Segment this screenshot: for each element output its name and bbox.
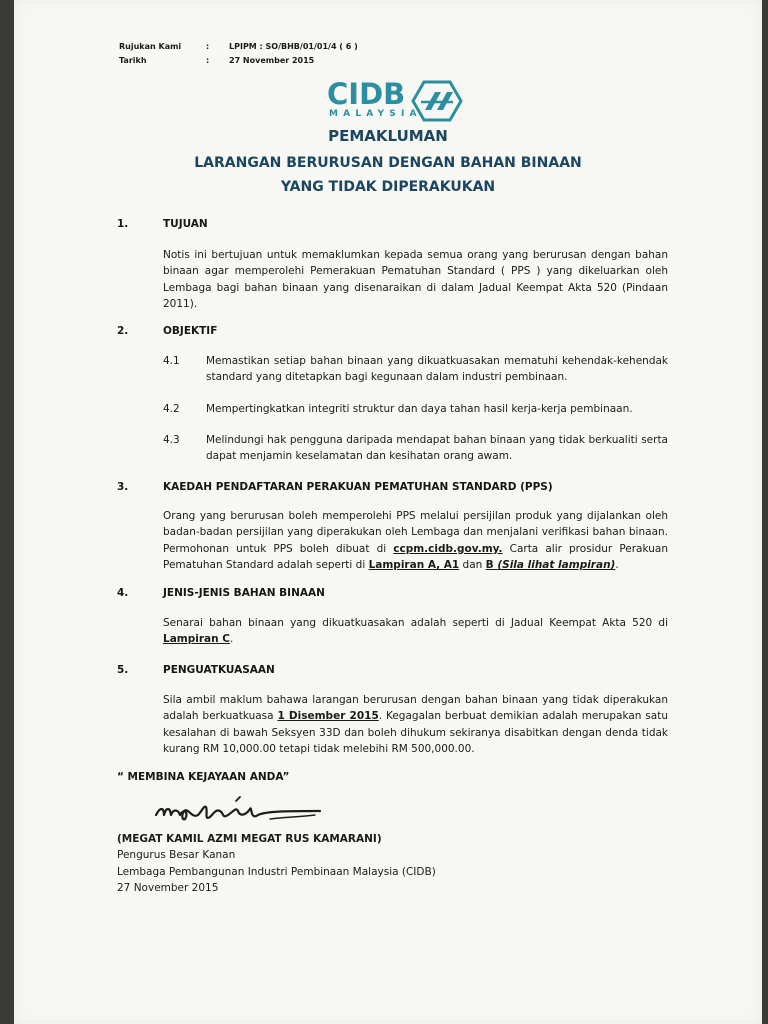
section-title: JENIS-JENIS BAHAN BINAAN: [163, 587, 325, 599]
signatory-block: [117, 831, 436, 896]
lampiran-c-reference: Lampiran C: [163, 633, 230, 646]
tarikh-label: Tarikh: [119, 56, 147, 65]
body-text: .: [229, 633, 234, 646]
lampiran-b-label: B: [485, 559, 494, 572]
reference-block: [119, 40, 358, 68]
ccpm-link[interactable]: ccpm.cidb.gov.my.: [393, 542, 503, 555]
objective-item: [163, 401, 668, 417]
objective-number: 4.1: [163, 355, 180, 367]
body-text: Orang yang berurusan boleh memperolehi PPS melalui persijilan produk yang dijalankan oleh badan-badan persijilan yang diperakukan oleh Lembaga dan menjalani verifikasi bahan binaan. Permohonan untuk PPS boleh dibuat di: [163, 510, 668, 555]
signatory-title: Pengurus Besar Kanan: [117, 849, 236, 862]
section-4-body: [163, 615, 668, 648]
title-line-2: LARANGAN BERURUSAN DENGAN BAHAN BINAAN: [194, 155, 582, 171]
section-1-body: Notis ini bertujuan untuk memaklumkan kepada semua orang yang berurusan dengan bahan binaan agar memperolehi Pemerakuan Pematuhan Standard ( PPS ) yang dikeluarkan oleh Lembaga bagi bahan binaan yang disenaraikan di dalam Jadual Keempat Akta 520 (Pindaan 2011).: [163, 249, 668, 311]
tarikh-value: 27 November 2015: [229, 56, 315, 65]
body-text: Sila ambil maklum bahawa larangan berurusan dengan bahan binaan yang tidak diperakukan adalah berkuatkuasa: [163, 694, 668, 723]
lampiran-b-reference: [485, 559, 619, 572]
section-title: TUJUAN: [163, 218, 208, 230]
document-title: [14, 126, 762, 198]
section-title: PENGUATKUASAAN: [163, 664, 275, 676]
body-text: dan: [459, 559, 486, 572]
section-3-body: [163, 508, 668, 574]
rujukan-value: LPIPM : SO/BHB/01/01/4 ( 6 ): [229, 42, 358, 51]
lampiran-a-reference: Lampiran A, A1: [368, 559, 460, 572]
title-line-3: YANG TIDAK DIPERAKUKAN: [280, 179, 496, 195]
objective-text: Memastikan setiap bahan binaan yang dikuatkuasakan mematuhi kehendak-kehendak standard yang ditetapkan bagi kegunaan dalam industri pembinaan.: [206, 355, 668, 384]
section-number: 2.: [117, 325, 129, 337]
section-title: OBJEKTIF: [163, 325, 218, 337]
title-line-1: PEMAKLUMAN: [328, 127, 448, 145]
reference-row: [119, 40, 358, 54]
colon: :: [206, 42, 210, 51]
date-row: [119, 54, 358, 68]
section-number: 4.: [117, 587, 129, 599]
signatory-date: 27 November 2015: [117, 881, 219, 894]
signatory-organization: Lembaga Pembangunan Industri Pembinaan Malaysia (CIDB): [117, 865, 436, 878]
objective-item: [163, 353, 668, 386]
section-title: KAEDAH PENDAFTARAN PERAKUAN PEMATUHAN STANDARD (PPS): [163, 481, 553, 493]
colon: :: [206, 56, 210, 65]
objective-number: 4.3: [163, 434, 180, 446]
cidb-logo: [327, 78, 467, 124]
signatory-name: (MEGAT KAMIL AZMI MEGAT RUS KAMARANI): [117, 833, 382, 845]
section-5-body: [163, 692, 668, 758]
body-text: .: [615, 559, 619, 572]
section-number: 1.: [117, 218, 129, 230]
objective-item: [163, 432, 668, 465]
lampiran-note: (Sila lihat lampiran): [497, 559, 616, 572]
motto: “ MEMBINA KEJAYAAN ANDA”: [117, 771, 290, 783]
body-text: . Kegagalan berbuat demikian adalah merupakan satu kesalahan di bawah Seksyen 33D dan boleh dihukum sekiranya disabitkan dengan denda tidak kurang RM 10,000.00 tetapi tidak melebihi RM 500,000.00.: [163, 710, 668, 756]
objective-text: Melindungi hak pengguna daripada mendapat bahan binaan yang tidak berkualiti serta dapat menjamin keselamatan dan kesihatan orang awam.: [206, 434, 668, 463]
rujukan-label: Rujukan Kami: [119, 42, 182, 51]
enforcement-date: 1 Disember 2015: [277, 710, 379, 723]
body-text: Senarai bahan binaan yang dikuatkuasakan adalah seperti di Jadual Keempat Akta 520 di: [163, 617, 668, 629]
logo-wordmark: CIDB: [327, 77, 406, 111]
logo-country: MALAYSIA: [329, 109, 422, 119]
logo-hexagon-icon: [411, 80, 463, 122]
body-text: Carta alir prosidur Perakuan Pematuhan Standard adalah seperti di: [163, 542, 668, 572]
section-number: 3.: [117, 481, 129, 493]
objective-number: 4.2: [163, 403, 180, 415]
section-number: 5.: [117, 664, 129, 676]
objective-text: Mempertingkatkan integriti struktur dan daya tahan hasil kerja-kerja pembinaan.: [206, 403, 633, 415]
